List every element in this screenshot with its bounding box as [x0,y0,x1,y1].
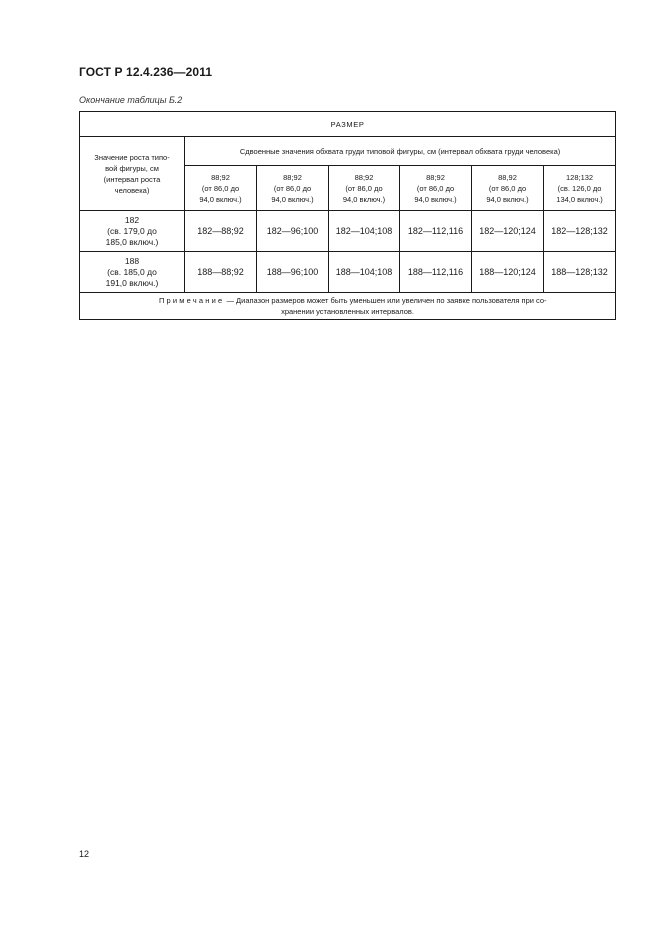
size-cell: 188—88;92 [185,252,257,293]
chest-interval: 94,0 включ.) [342,194,386,204]
size-cell: 182—120;124 [472,211,544,252]
chest-interval-cell [329,166,400,211]
height-value: 188 [124,255,140,266]
note-text: Диапазон размеров может быть уменьшен или увеличен по заявке пользователя при со- [236,296,547,305]
chest-interval: (от 86,0 до [273,183,312,193]
chest-interval: 94,0 включ.) [199,194,242,204]
height-cell [80,211,185,252]
height-column-header [80,137,185,211]
size-cell: 188—104;108 [329,252,400,293]
table-row [80,252,616,293]
size-cell: 182—104;108 [329,211,400,252]
size-cell: 188—112,116 [400,252,472,293]
chest-interval: 134,0 включ.) [556,194,603,204]
chest-interval: (св. 126,0 до [557,183,602,193]
height-interval: 191,0 включ.) [105,277,159,288]
note-dash: — [224,296,237,305]
chest-value: 128;132 [565,172,594,182]
height-interval: 185,0 включ.) [105,236,159,247]
chest-interval: (от 86,0 до [488,183,527,193]
chest-interval-cell [472,166,544,211]
chest-interval: (от 86,0 до [416,183,455,193]
chest-interval: 94,0 включ.) [271,194,314,204]
size-table [79,111,616,320]
chest-value: 88;92 [211,172,230,182]
height-cell [80,252,185,293]
table-row [80,211,616,252]
chest-value: 88;92 [354,172,374,182]
chest-interval: (от 86,0 до [201,183,240,193]
document-header: ГОСТ Р 12.4.236—2011 [79,65,213,79]
chest-interval: 94,0 включ.) [486,194,529,204]
size-cell: 188—120;124 [472,252,544,293]
chest-interval-cell [185,166,257,211]
note-lead: Примечание [158,296,225,305]
table-caption: Окончание таблицы Б.2 [79,95,183,105]
chest-value: 88;92 [426,172,445,182]
size-cell: 182—112,116 [400,211,472,252]
chest-interval-cell [544,166,616,211]
size-cell: 188—96;100 [257,252,329,293]
height-header-line: вой фигуры, см [105,163,159,173]
chest-interval-cell [400,166,472,211]
size-cell: 182—128;132 [544,211,616,252]
height-value: 182 [124,214,140,225]
size-cell: 182—88;92 [185,211,257,252]
height-interval: (св. 179,0 до [107,225,157,236]
note-text: хранении установленных интервалов. [281,307,415,316]
height-header-line: (интервал роста [103,174,161,184]
size-cell: 182—96;100 [257,211,329,252]
page-number: 12 [79,849,90,859]
height-header-line: человека) [114,185,150,195]
size-title: РАЗМЕР [80,112,616,137]
chest-value: 88,92 [498,172,517,182]
size-cell: 188—128;132 [544,252,616,293]
chest-value: 88;92 [283,172,302,182]
chest-interval: (от 86,0 до [345,183,383,193]
chest-girth-header: Сдвоенные значения обхвата груди типовой фигуры, см (интервал обхвата груди человека) [185,137,616,166]
chest-interval: 94,0 включ.) [414,194,457,204]
chest-interval-cell [257,166,329,211]
table-note [80,293,616,320]
height-interval: (св. 185,0 до [107,266,157,277]
height-header-line: Значение роста типо- [94,152,170,162]
